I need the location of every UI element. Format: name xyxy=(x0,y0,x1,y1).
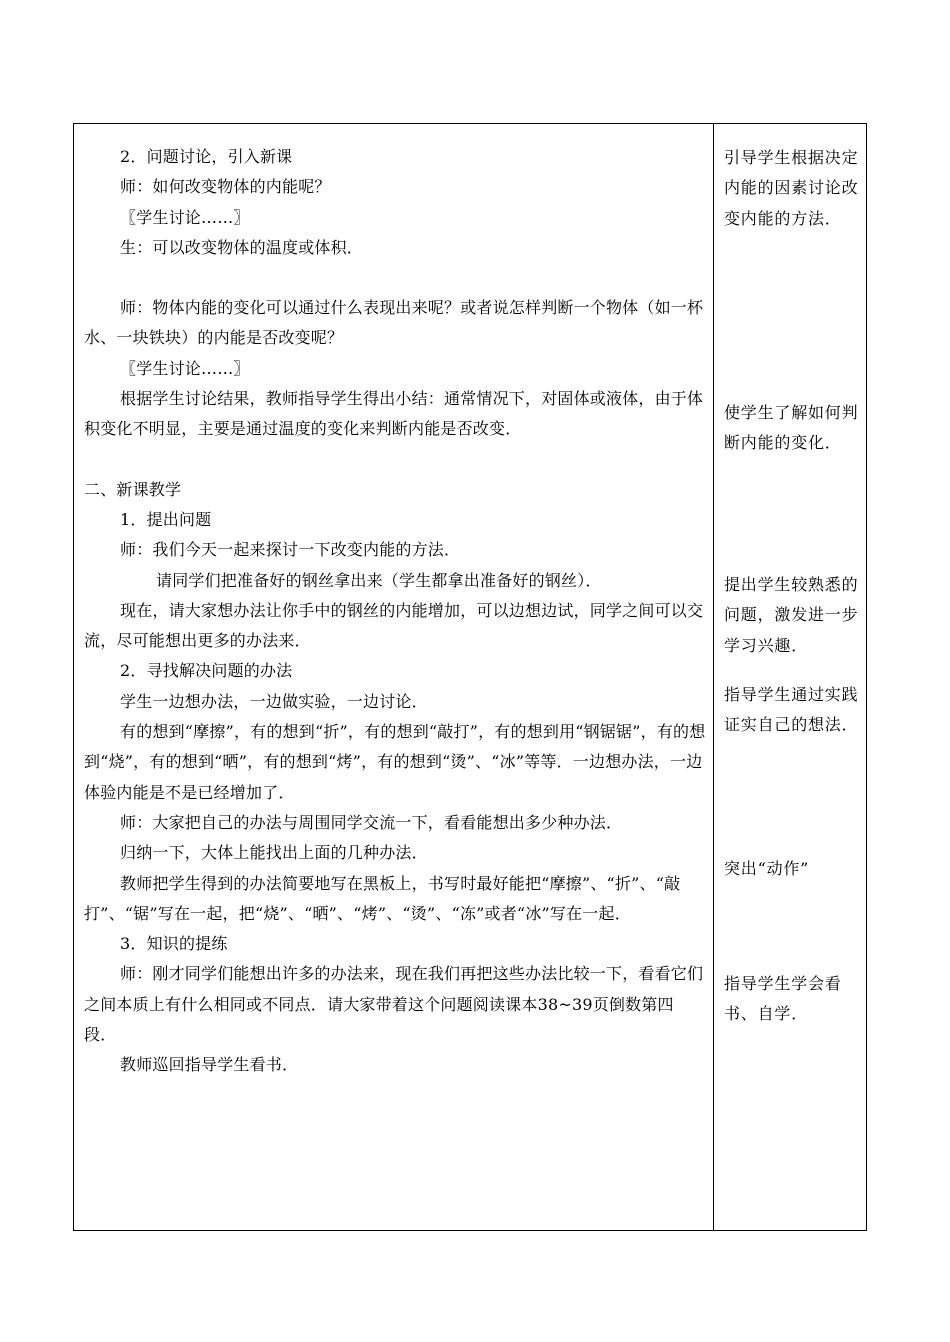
teacher-line: 师：如何改变物体的内能呢？ xyxy=(120,177,331,197)
design-note: 引导学生根据决定内能的因素讨论改变内能的方法． xyxy=(724,148,859,228)
column-divider xyxy=(713,123,714,1231)
subsection-heading: 1．提出问题 xyxy=(120,509,212,529)
blackboard-paragraph: 教师把学生得到的办法简要地写在黑板上，书写时最好能把“摩擦”、“折”、“敲打”、“锯”写在一起，把“烧”、“晒”、“烤”、“烫”、“冻”或者“冰”写在一起． xyxy=(84,873,681,923)
subsection-heading: 2．寻找解决问题的办法 xyxy=(120,661,293,681)
summary-paragraph: 根据学生讨论结果，教师指导学生得出小结：通常情况下，对固体或液体，由于体积变化不明显，主要是通过温度的变化来判断内能是否改变． xyxy=(84,389,704,439)
teacher-line: 教师巡回指导学生看书． xyxy=(120,1055,299,1075)
discussion-note: 〖学生讨论……〗 xyxy=(120,358,250,378)
section-heading: 二、新课教学 xyxy=(84,479,182,499)
design-note: 突出“动作” xyxy=(724,859,810,878)
instruction-line: 请同学们把准备好的钢丝拿出来（学生都拿出准备好的钢丝）． xyxy=(156,570,602,590)
activity-line: 学生一边想办法，一边做实验，一边讨论． xyxy=(120,691,428,711)
design-note: 提出学生较熟悉的问题，激发进一步学习兴趣． xyxy=(724,575,859,655)
teacher-line: 师：大家把自己的办法与周围同学交流一下，看看能想出多少种办法． xyxy=(120,812,623,832)
teacher-line: 师：物体内能的变化可以通过什么表现出来呢？或者说怎样判断一个物体（如一杯水、一块铁块）的内能是否改变呢？ xyxy=(84,298,704,348)
instruction-paragraph: 现在，请大家想办法让你手中的钢丝的内能增加，可以边想边试，同学之间可以交流，尽可能想出更多的办法来． xyxy=(84,600,704,651)
subsection-heading: 3．知识的提练 xyxy=(120,934,228,954)
spacer xyxy=(84,445,706,475)
discussion-note: 〖学生讨论……〗 xyxy=(120,207,250,227)
activity-paragraph: 有的想到“摩擦”，有的想到“折”，有的想到“敲打”，有的想到用“钢锯锯”，有的想到“烧”，有的想到“晒”，有的想到“烤”，有的想到“烫”、“冰”等等．一边想办法，一边体验内能是不是已经增加了． xyxy=(84,722,706,802)
section-heading: 2．问题讨论，引入新课 xyxy=(120,147,293,166)
main-content-column xyxy=(84,142,706,1081)
spacer xyxy=(84,263,706,293)
teacher-line: 师：我们今天一起来探讨一下改变内能的方法． xyxy=(120,540,461,560)
student-line: 生：可以改变物体的温度或体积． xyxy=(120,237,364,257)
design-note: 指导学生通过实践证实自己的想法． xyxy=(724,685,859,735)
design-note: 指导学生学会看书、自学． xyxy=(724,974,842,1024)
design-note: 使学生了解如何判断内能的变化． xyxy=(724,403,859,453)
summary-line: 归纳一下，大体上能找出上面的几种办法． xyxy=(120,843,428,863)
teacher-paragraph: 师：刚才同学们能想出许多的办法来，现在我们再把这些办法比较一下，看看它们之间本质上有什么相同或不同点．请大家带着这个问题阅读课本38~39页倒数第四段． xyxy=(84,964,704,1045)
